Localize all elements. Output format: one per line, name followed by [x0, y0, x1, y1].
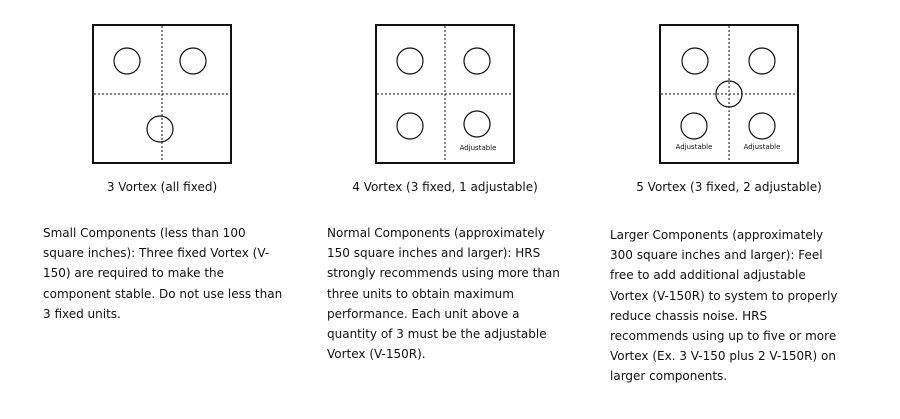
caption-3-vortex: 3 Vortex (all fixed) [106, 180, 218, 194]
diagram-5-vortex [659, 24, 799, 164]
vortex-adjustable-circle [681, 113, 707, 139]
adjustable-label: Adjustable [675, 143, 713, 151]
diagram-4-vortex [375, 24, 515, 164]
diagram-4-vortex-svg [375, 24, 515, 164]
vortex-adjustable-circle [749, 113, 775, 139]
vortex-fixed-circle [147, 116, 173, 142]
diagram-3-vortex [92, 24, 232, 164]
caption-4-vortex: 4 Vortex (3 fixed, 1 adjustable) [352, 180, 538, 194]
adjustable-label: Adjustable [743, 143, 781, 151]
vortex-fixed-circle [464, 48, 490, 74]
vortex-fixed-circle [180, 48, 206, 74]
vortex-adjustable-circle [464, 111, 490, 137]
vortex-fixed-circle [397, 48, 423, 74]
description-larger-components: Larger Components (approximately 300 square inches and larger): Feel free to add additional adjustable Vortex (V-150R) to system to properly reduce chassis noise. HRS recommends using up to five or more Vortex (Ex. 3 V-150 plus 2 V-150R) on larger components. [610, 228, 838, 384]
vortex-fixed-circle [397, 113, 423, 139]
diagram-5-vortex-svg [659, 24, 799, 164]
diagram-3-vortex-svg [92, 24, 232, 164]
caption-5-vortex: 5 Vortex (3 fixed, 2 adjustable) [636, 180, 822, 194]
vortex-fixed-circle [749, 48, 775, 74]
vortex-fixed-circle [114, 48, 140, 74]
description-small-components: Small Components (less than 100 square inches): Three fixed Vortex (V-150) are required to make the component stable. Do not use less than 3 fixed units. [43, 226, 283, 321]
vortex-fixed-circle [682, 48, 708, 74]
description-normal-components: Normal Components (approximately 150 square inches and larger): HRS strongly recommends using more than three units to obtain maximum performance. Each unit above a quantity of 3 must be the adjustable Vortex (V-150R). [327, 226, 560, 362]
adjustable-label: Adjustable [459, 144, 497, 152]
